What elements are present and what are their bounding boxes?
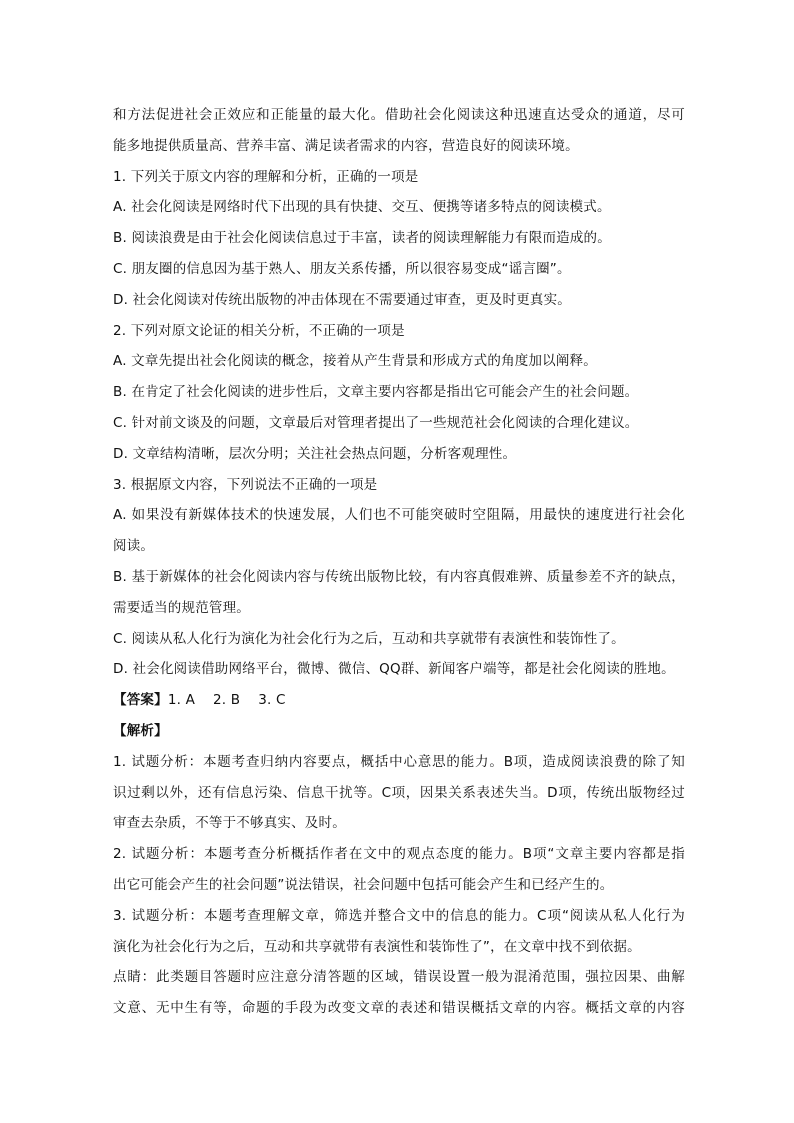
question-option: C. 针对前文谈及的问题，文章最后对管理者提出了一些规范社会化阅读的合理化建议。 [113,414,639,431]
analysis-line: 审查去杂质，不等于不够真实、及时。 [113,815,346,832]
document-page [113,100,685,1024]
analysis-line: 3. 试题分析：本题考查理解文章，筛选并整合文中的信息的能力。C项“阅读从私人化行为 [113,907,685,924]
answer-label: 【答案】 [113,692,168,709]
answer-item: 1. A [167,692,196,709]
analysis-line: 演化为社会化行为之后，互动和共享就带有表演性和装饰性了”，在文章中找不到依据。 [113,938,641,955]
question-option: B. 在肯定了社会化阅读的进步性后，文章主要内容都是指出它可能会产生的社会问题。 [113,384,639,401]
tip-line: 文意、无中生有等，命题的手段为改变文章的表述和错误概括文章的内容。概括文章的内容 [113,1000,685,1017]
question-option: D. 社会化阅读借助网络平台，微博、微信、QQ群、新闻客户端等，都是社会化阅读的胜地。 [113,661,675,678]
question-option: B. 基于新媒体的社会化阅读内容与传统出版物比较，有内容真假难辨、质量参差不齐的缺点， [113,568,685,585]
question-stem: 1. 下列关于原文内容的理解和分析，正确的一项是 [113,168,419,185]
question-stem: 3. 根据原文内容，下列说法不正确的一项是 [113,476,378,493]
question-option: A. 社会化阅读是网络时代下出现的具有快捷、交互、便携等诸多特点的阅读模式。 [113,199,611,216]
question-option: C. 朋友圈的信息因为基于熟人、朋友关系传播，所以很容易变成“谣言圈”。 [113,260,571,277]
answer-item: 2. B [213,692,241,709]
question-option: D. 文章结构清晰，层次分明；关注社会热点问题，分析客观理性。 [113,445,517,462]
analysis-label: 【解析】 [113,722,168,739]
question-option: A. 如果没有新媒体技术的快速发展，人们也不可能突破时空阻隔，用最快的速度进行社会化 [113,507,685,524]
analysis-line: 1. 试题分析：本题考查归纳内容要点，概括中心意思的能力。B项，造成阅读浪费的除了知 [113,753,685,770]
question-option: D. 社会化阅读对传统出版物的冲击体现在不需要通过审查，更及时更真实。 [113,291,571,308]
analysis-line: 识过剩以外，还有信息污染、信息干扰等。C项，因果关系表述失当。D项，传统出版物经过 [113,784,685,801]
question-option: C. 阅读从私人化行为演化为社会化行为之后，互动和共享就带有表演性和装饰性了。 [113,630,625,647]
question-stem: 2. 下列对原文论证的相关分析，不正确的一项是 [113,322,405,339]
analysis-line: 2. 试题分析：本题考查分析概括作者在文中的观点态度的能力。B项“文章主要内容都是指 [113,846,685,863]
tip-line: 点睛：此类题目答题时应注意分清答题的区域，错误设置一般为混淆范围，强拉因果、曲解 [113,969,685,986]
answer-line [113,685,685,716]
question-option: A. 文章先提出社会化阅读的概念，接着从产生背景和形成方式的角度加以阐释。 [113,353,597,370]
answer-item: 3. C [258,692,286,709]
question-option: B. 阅读浪费是由于社会化阅读信息过于丰富，读者的阅读理解能力有限而造成的。 [113,230,611,247]
question-option-continued: 需要适当的规范管理。 [113,599,250,616]
question-option-continued: 阅读。 [113,538,155,555]
analysis-line: 出它可能会产生的社会问题”说法错误，社会问题中包括可能会产生和已经产生的。 [113,876,614,893]
passage-line: 能多地提供质量高、营养丰富、满足读者需求的内容，营造良好的阅读环境。 [113,137,579,154]
passage-line: 和方法促进社会正效应和正能量的最大化。借助社会化阅读这种迅速直达受众的通道，尽可 [113,107,685,123]
